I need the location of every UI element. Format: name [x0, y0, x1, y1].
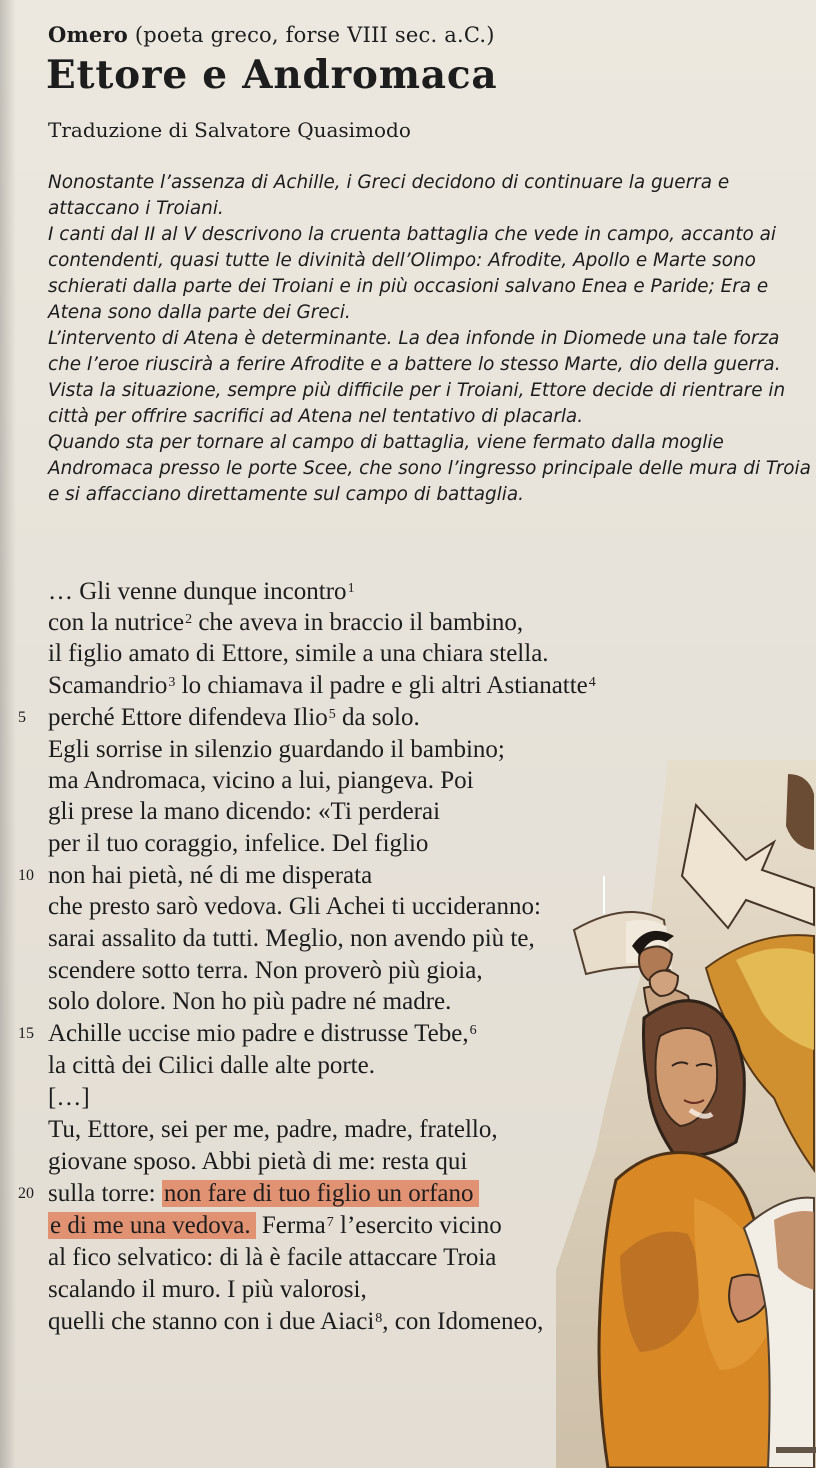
- poem-line-20: [48, 1179, 479, 1209]
- line-number-20: 20: [18, 1185, 34, 1202]
- introduction: [48, 170, 816, 508]
- footnote-ref: 3: [168, 675, 176, 690]
- verse-text: per il tuo coraggio, infelice. Del figlio: [48, 830, 429, 857]
- poem-line-12: [48, 924, 535, 954]
- verse-text: ma Andromaca, vicino a lui, piangeva. Poi: [48, 767, 474, 794]
- highlighted-text: e di me una vedova.: [48, 1212, 256, 1239]
- footnote-ref: 1: [347, 581, 355, 596]
- poem-line-19: [48, 1147, 467, 1177]
- verse-text: Ferma: [255, 1212, 326, 1239]
- verse-text: sulla torre:: [48, 1180, 162, 1207]
- verse-text: che presto sarò vedova. Gli Achei ti uccideranno:: [48, 893, 541, 920]
- poem-line-13: [48, 956, 483, 986]
- poem-line-6: [48, 735, 505, 765]
- author-note: (poeta greco, forse VIII sec. a.C.): [134, 23, 495, 47]
- poem-line-3: [48, 639, 549, 669]
- poem-line-5: [48, 703, 420, 733]
- poem-line-21: [48, 1211, 502, 1241]
- verse-text: che aveva in braccio il bambino,: [192, 609, 524, 636]
- author-line: [48, 22, 495, 47]
- footnote-ref: 7: [326, 1215, 334, 1230]
- verse-text: lo chiamava il padre e gli altri Astianatte: [175, 672, 588, 699]
- footnote-ref: 2: [185, 612, 193, 627]
- poem-line-8: [48, 797, 440, 827]
- footnote-ref: 4: [588, 675, 596, 690]
- verse-text: solo dolore. Non ho più padre né madre.: [48, 988, 452, 1015]
- poem-line-1: [48, 577, 355, 607]
- verse-text: perché Ettore difendeva Ilio: [48, 704, 328, 731]
- verse-text: … Gli venne dunque incontro: [48, 578, 347, 605]
- poem: [0, 577, 816, 1467]
- verse-text: l’esercito vicino: [333, 1212, 502, 1239]
- poem-line-4: [48, 671, 596, 701]
- poem-line-16: [48, 1051, 375, 1081]
- line-number-10: 10: [18, 867, 34, 884]
- poem-line-15: [48, 1019, 477, 1049]
- verse-text: scalando il muro. I più valorosi,: [48, 1276, 367, 1303]
- verse-text: Tu, Ettore, sei per me, padre, madre, fratello,: [48, 1116, 498, 1143]
- poem-line-17: [48, 1083, 90, 1113]
- verse-text: il figlio amato di Ettore, simile a una chiara stella.: [48, 640, 549, 667]
- poem-line-22: [48, 1243, 496, 1273]
- intro-paragraph-1: Nonostante l’assenza di Achille, i Greci decidono di continuare la guerra e attaccano i Troiani.: [48, 172, 730, 219]
- poem-line-14: [48, 987, 451, 1017]
- verse-text: , con Idomeneo,: [382, 1308, 544, 1335]
- verse-text: da solo.: [335, 704, 420, 731]
- poem-line-7: [48, 766, 474, 796]
- footnote-ref: 6: [469, 1023, 477, 1038]
- verse-text: gli prese la mano dicendo: «Ti perderai: [48, 798, 441, 825]
- intro-paragraph-2: I canti dal II al V descrivono la cruenta battaglia che vede in campo, accanto ai contendenti, quasi tutte le divinità dell’Olimpo: Afrodite, Apollo e Marte sono schierati dalla parte dei Troiani e in più occasioni salvano Enea e Paride; Era e Atena sono dalla parte dei Greci.: [48, 224, 777, 323]
- poem-line-9: [48, 829, 428, 859]
- verse-text: scendere sotto terra. Non proverò più gioia,: [48, 957, 483, 984]
- intro-paragraph-3: L’intervento di Atena è determinante. La dea infonde in Diomede una tale forza che l’eroe riuscirà a ferire Afrodite e a battere lo stesso Marte, dio della guerra. Vista la situazione, sempre più difficile per i Troiani, Ettore decide di rientrare in città per offrire sacrifici ad Atena nel tentativo di placarla.: [48, 328, 786, 427]
- verse-text: Egli sorrise in silenzio guardando il bambino;: [48, 736, 505, 763]
- page-title: Ettore e Andromaca: [46, 52, 498, 98]
- line-number-5: 5: [18, 709, 26, 726]
- poem-line-18: [48, 1115, 498, 1145]
- poem-line-2: [48, 608, 523, 638]
- highlighted-text: non fare di tuo figlio un orfano: [162, 1180, 479, 1207]
- translator-credit: Traduzione di Salvatore Quasimodo: [48, 118, 411, 142]
- footnote-ref: 5: [328, 707, 336, 722]
- verse-text: con la nutrice: [48, 609, 185, 636]
- intro-paragraph-4: Quando sta per tornare al campo di battaglia, viene fermato dalla moglie Andromaca presso le porte Scee, che sono l’ingresso principale delle mura di Troia e si affacciano direttamente sul campo di battaglia.: [48, 432, 811, 505]
- verse-text: sarai assalito da tutti. Meglio, non avendo più te,: [48, 925, 535, 952]
- verse-text: Scamandrio: [48, 672, 168, 699]
- poem-line-11: [48, 892, 541, 922]
- author-name: Omero: [48, 22, 128, 47]
- verse-text: giovane sposo. Abbi pietà di me: resta qui: [48, 1148, 468, 1175]
- poem-line-23: [48, 1275, 367, 1305]
- poem-line-10: [48, 861, 372, 891]
- verse-text: la città dei Cilici dalle alte porte.: [48, 1052, 375, 1079]
- verse-text: quelli che stanno con i due Aiaci: [48, 1308, 375, 1335]
- verse-text: non hai pietà, né di me disperata: [48, 862, 373, 889]
- verse-text: Achille uccise mio padre e distrusse Tebe,: [48, 1020, 469, 1047]
- poem-line-24: [48, 1307, 543, 1337]
- line-number-15: 15: [18, 1025, 34, 1042]
- footnote-ref: 8: [375, 1311, 383, 1326]
- verse-text: al fico selvatico: di là è facile attaccare Troia: [48, 1244, 497, 1271]
- verse-text: […]: [48, 1084, 90, 1111]
